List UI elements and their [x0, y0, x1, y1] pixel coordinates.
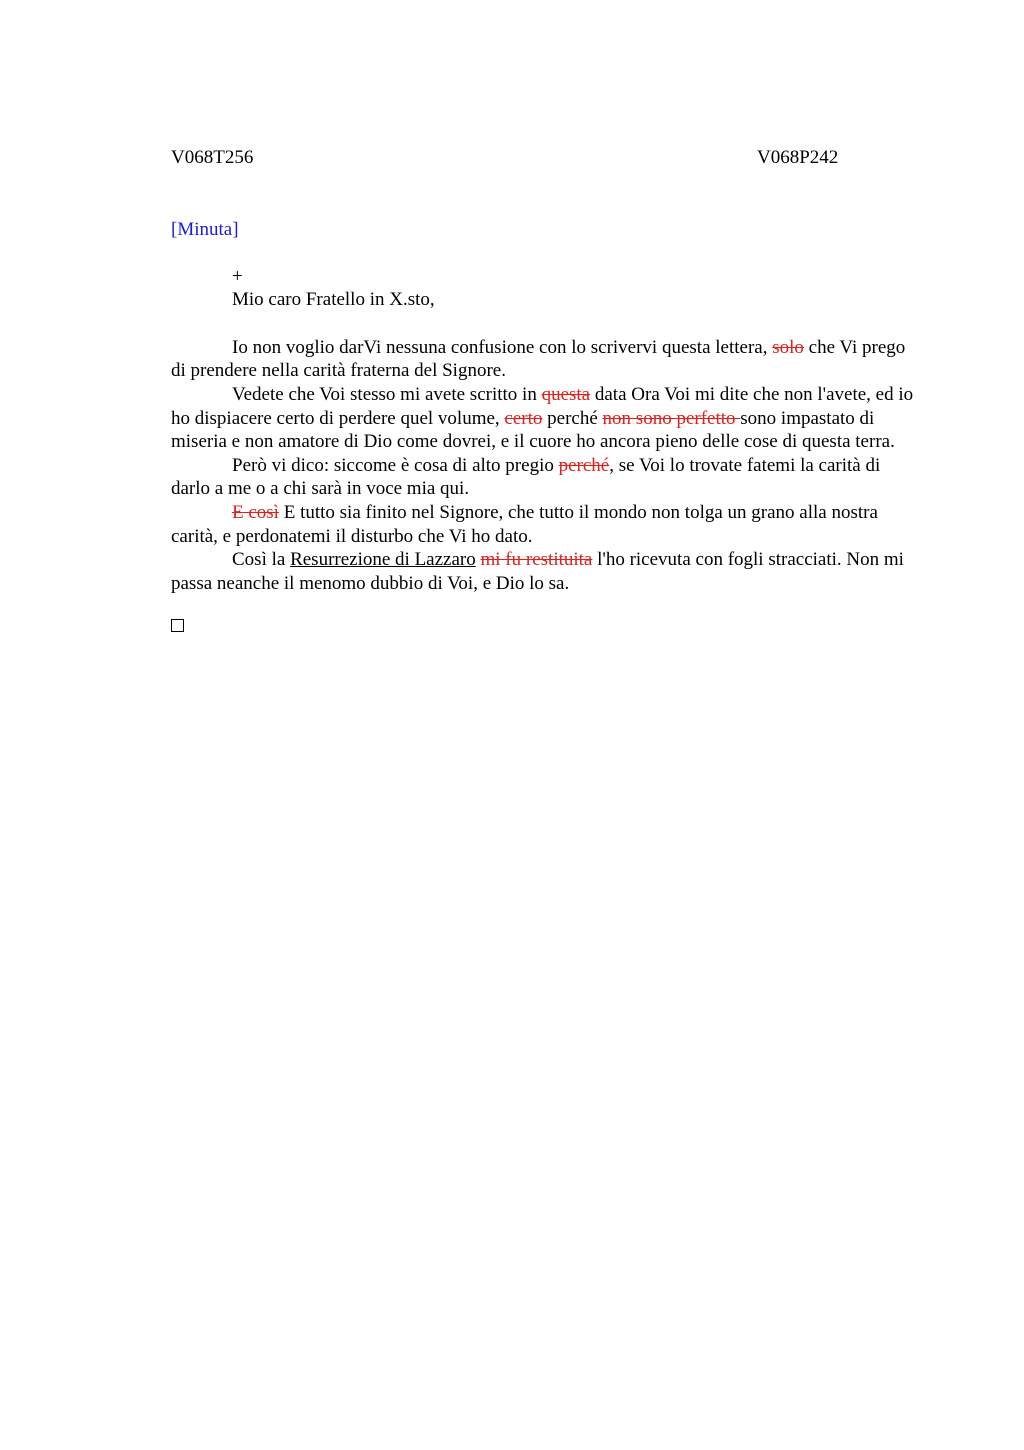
- paragraph-5: [171, 548, 921, 595]
- document-page: [171, 146, 921, 632]
- paragraph-4: [171, 501, 921, 548]
- text-run: E tutto sia finito nel Signore, che tutto il mondo non tolga un grano alla nostra carità, e perdonatemi il disturbo che Vi ho dato.: [171, 501, 878, 547]
- document-code-left: V068T256: [171, 147, 254, 168]
- deleted-text: solo: [772, 336, 804, 358]
- paragraph-3: [171, 454, 921, 501]
- text-run: sono impastato di miseria e non amatore di Dio come dovrei, e il cuore ho ancora pieno delle cose di questa terra.: [171, 407, 895, 453]
- deleted-text: non sono perfetto: [602, 407, 741, 429]
- deleted-text: E così: [232, 501, 279, 523]
- text-run: l'ho ricevuta con fogli stracciati. Non mi passa neanche il menomo dubbio di Voi, e Dio lo sa.: [171, 549, 904, 594]
- deleted-text: perché: [558, 454, 610, 476]
- document-code-right: V068P242: [757, 147, 839, 168]
- text-run: Io non voglio darVi nessuna confusione con lo scrivervi questa lettera,: [232, 336, 773, 358]
- text-run: perché: [542, 407, 603, 429]
- square-marker-icon: [171, 619, 184, 632]
- text-run: che Vi prego di prendere nella carità fraterna del Signore.: [171, 336, 906, 382]
- text-run: Però vi dico: siccome è cosa di alto pregio: [232, 454, 559, 476]
- text-run: Così la: [232, 549, 291, 571]
- text-run: data Ora Voi mi dite che non l'avete, ed io ho dispiacere certo di perdere quel volume,: [171, 383, 914, 429]
- deleted-text: questa: [541, 383, 591, 405]
- salutation: Mio caro Fratello in X.sto,: [232, 289, 435, 311]
- document-header: [171, 146, 921, 170]
- deleted-text: mi fu restituita: [480, 549, 593, 571]
- minuta-label: [Minuta]: [171, 219, 239, 240]
- letter-body: [171, 336, 921, 596]
- deleted-text: certo: [504, 407, 543, 429]
- text-run: Vedete che Voi stesso mi avete scritto in: [232, 383, 542, 405]
- paragraph-2: [171, 383, 921, 454]
- underlined-title: Resurrezione di Lazzaro: [290, 549, 476, 571]
- cross-symbol: +: [232, 265, 243, 287]
- paragraph-1: [171, 336, 921, 383]
- text-run: , se Voi lo trovate fatemi la carità di darlo a me o a chi sarà in voce mia qui.: [171, 454, 881, 500]
